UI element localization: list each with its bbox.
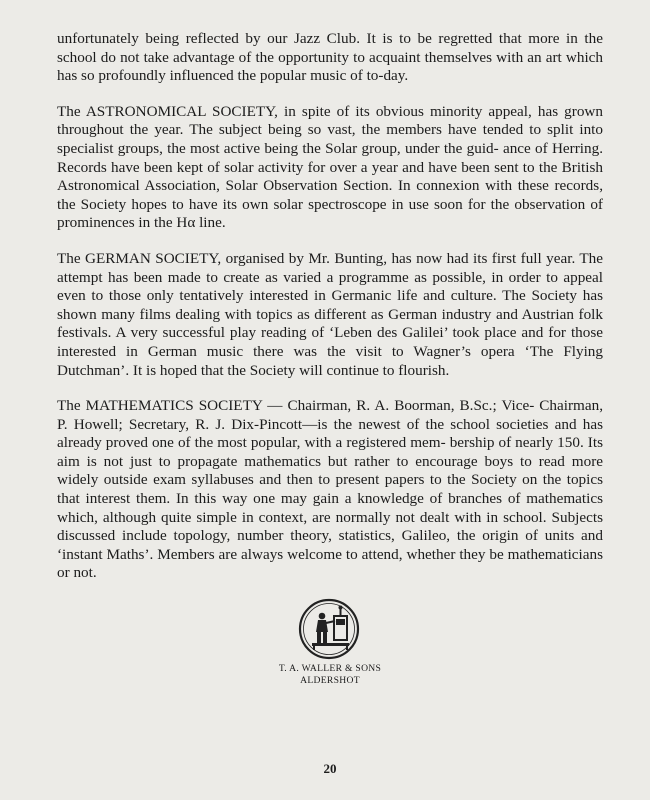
printer-imprint xyxy=(240,663,420,686)
page-number: 20 xyxy=(323,761,337,776)
printer-emblem-icon xyxy=(298,598,360,660)
printer-name: T. A. WALLER & SONS xyxy=(278,663,382,674)
body-text xyxy=(57,30,603,600)
paragraph-jazz-club: unfortunately being reflected by our Jazz Club. It is to be regretted that more in the school do not take advantage of the opportunity to acquaint themselves with an art which has so profoundly influenced the popular music of to-day. xyxy=(57,30,603,85)
paragraph-mathematics-society: The MATHEMATICS SOCIETY — Chairman, R. A. Boorman, B.Sc.; Vice- Chairman, P. Howell; Secretary, R. J. Dix-Pincott—is the newest of the school societies and has already proved one of the most popular, with a registered mem- bership of nearly 150. Its aim is not just to propagate mathematics but rather to encourage boys to read more widely outside exam syllabuses and then to present papers to the Society on the topics that interest them. In this way one may gain a knowledge of branches of mathematics which, although quite simple in context, are normally not dealt with in school. Subjects discussed include topology, number theory, statistics, Galileo, the origin of units and ‘instant Maths’. Members are always welcome to attend, whether they be mathematicians or not. xyxy=(57,397,603,582)
paragraph-german-society: The GERMAN SOCIETY, organised by Mr. Bunting, has now had its first full year. The attempt has been made to create as varied a programme as possible, in order to appeal even to those only tentatively interested in Germanic life and culture. The Society has shown many films dealing with topics as different as German industry and Austrian folk festivals. A very successful play reading of ‘Leben des Galilei’ took place and for those interested in German music there was the visit to Wagner’s opera ‘The Flying Dutchman’. It is hoped that the Society will continue to flourish. xyxy=(57,249,603,379)
printer-town: ALDERSHOT xyxy=(300,674,360,686)
paragraph-astronomical-society: The ASTRONOMICAL SOCIETY, in spite of its obvious minority appeal, has grown throughout the year. The subject being so vast, the members have tended to split into specialist groups, the most active being the Solar group, under the guid- ance of Herring. Records have been kept of solar activity for over a year and have been sent to the British Astronomical Association, Solar Observation Section. In connexion with these records, the Society hopes to have its own solar spectroscope in use soon for the observation of prominences in the Hα line. xyxy=(57,102,603,232)
